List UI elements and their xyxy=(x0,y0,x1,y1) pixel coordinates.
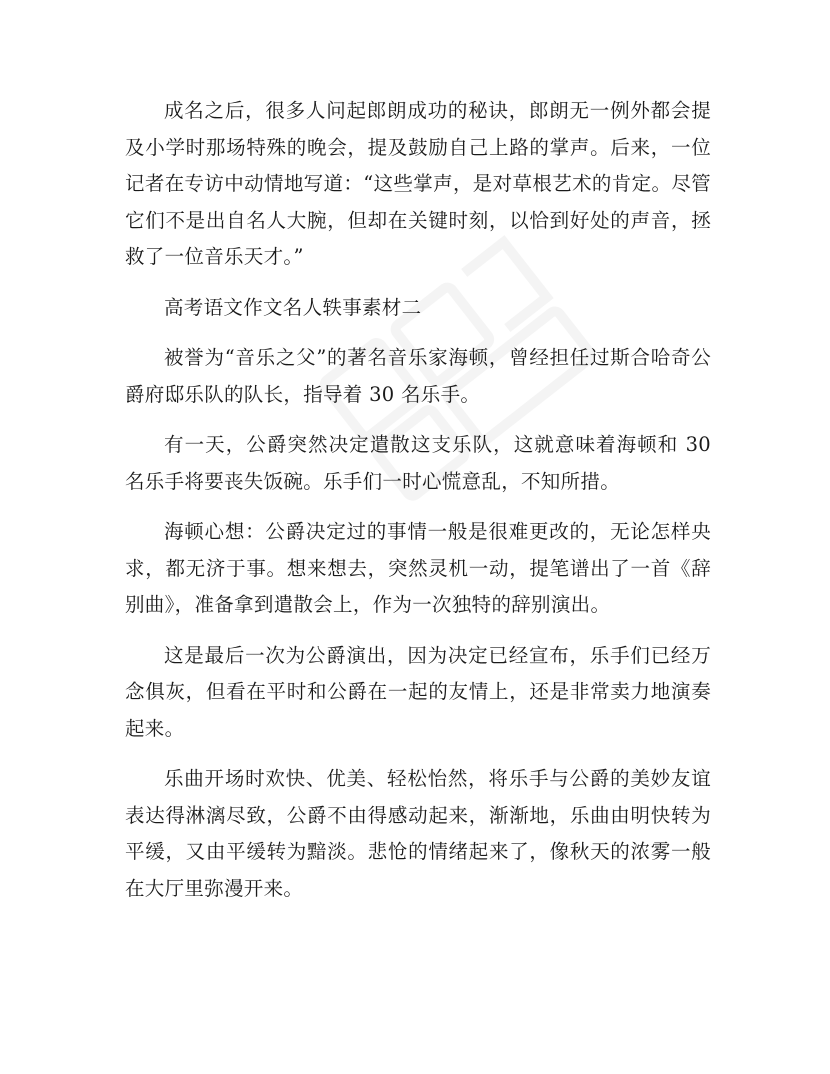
article-body xyxy=(125,93,711,907)
paragraph-4: 海顿心想：公爵决定过的事情一般是很难更改的，无论怎样央求，都无济于事。想来想去，突然灵机一动，提笔谱出了一首《辞别曲》，准备拿到遣散会上，作为一次独特的辞别演出。 xyxy=(125,520,711,616)
paragraph-3: 有一天，公爵突然决定遣散这支乐队，这就意味着海顿和 30 名乐手将要丧失饭碗。乐手们一时心慌意乱，不知所措。 xyxy=(125,433,711,493)
paragraph-2: 被誉为“音乐之父”的著名音乐家海顿，曾经担任过斯合哈奇公爵府邸乐队的队长，指导着 30 名乐手。 xyxy=(125,346,711,406)
paragraph-5: 这是最后一次为公爵演出，因为决定已经宣布，乐手们已经万念俱灰，但看在平时和公爵在一起的友情上，还是非常卖力地演奏起来。 xyxy=(125,643,711,740)
section-heading: 高考语文作文名人轶事素材二 xyxy=(164,295,422,319)
paragraph-6: 乐曲开场时欢快、优美、轻松怡然，将乐手与公爵的美妙友谊表达得淋漓尽致，公爵不由得感动起来，渐渐地，乐曲由明快转为平缓，又由平缓转为黯淡。悲怆的情绪起来了，像秋天的浓雾一般在大厅里弥漫开来。 xyxy=(125,767,711,900)
paragraph-1: 成名之后，很多人问起郎朗成功的秘诀，郎朗无一例外都会提及小学时那场特殊的晚会，提及鼓励自己上路的掌声。后来，一位记者在专访中动情地写道：“这些掌声，是对草根艺术的肯定。尽管它们不是出自名人大腕，但却在关键时刻，以恰到好处的声音，拯救了一位音乐天才。” xyxy=(125,99,711,268)
